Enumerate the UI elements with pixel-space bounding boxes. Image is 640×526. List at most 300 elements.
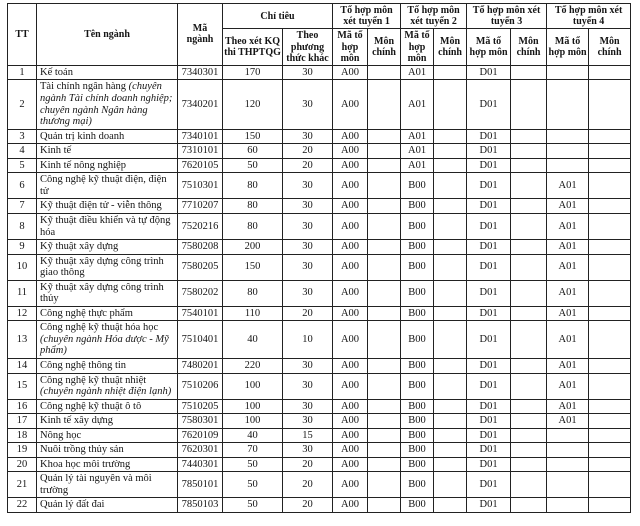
combo-4-code-value: A01 [547,358,589,373]
combo-2-main-value [434,358,467,373]
table-row [8,173,631,199]
major-code: 7620105 [178,158,223,173]
combo-2-main-value [434,158,467,173]
quota-other-value: 20 [283,498,333,513]
combo-2-main-value [434,472,467,498]
major-code: 7510401 [178,321,223,359]
quota-other-value: 20 [283,144,333,159]
quota-exam-value: 70 [223,443,283,458]
quota-other-value: 30 [283,240,333,255]
combo-2-code-value: B00 [401,457,434,472]
combo-2-code-value: B00 [401,213,434,239]
major-code: 7520216 [178,213,223,239]
quota-exam-value: 40 [223,428,283,443]
combo-2-code-value: B00 [401,280,434,306]
combo-4-main-value [589,173,631,199]
quota-exam-value: 50 [223,498,283,513]
header-combo-group-2: Tổ hợp môn xét tuyển 2 [401,4,467,29]
combo-1-code-value: A00 [333,498,368,513]
header-combo-group-3: Tổ hợp môn xét tuyển 3 [467,4,547,29]
major-name-text: Kỹ thuật xây dựng công trình thủy [40,281,164,305]
table-body [8,65,631,512]
combo-3-code-value: D01 [467,240,511,255]
combo-4-code-value: A01 [547,240,589,255]
major-name [37,443,178,458]
table-row [8,199,631,214]
combo-3-main-value [511,80,547,129]
major-name [37,65,178,80]
major-code: 7580205 [178,254,223,280]
quota-exam-value: 100 [223,399,283,414]
quota-other-value: 30 [283,213,333,239]
header-combo-1-code: Mã tổ hợp môn [333,29,368,66]
combo-4-main-value [589,414,631,429]
combo-2-code-value: B00 [401,498,434,513]
combo-4-code-value [547,129,589,144]
major-name-text: Kỹ thuật xây dựng [40,241,119,253]
quota-other-value: 20 [283,472,333,498]
major-name-text: Kinh tế [40,145,72,157]
major-name-text: Kỹ thuật điện tử - viễn thông [40,200,162,212]
major-name-text: Kỹ thuật xây dựng công trình giao thông [40,255,164,279]
quota-other-value: 30 [283,254,333,280]
quota-exam-value: 50 [223,472,283,498]
major-name-text: Công nghệ kỹ thuật nhiệt [40,374,147,386]
combo-3-code-value: D01 [467,199,511,214]
major-name-text: Nông học [40,429,82,441]
combo-4-code-value: A01 [547,199,589,214]
major-code: 7850101 [178,472,223,498]
combo-3-main-value [511,472,547,498]
header-tt: TT [8,4,37,66]
combo-1-code-value: A00 [333,173,368,199]
table-row [8,428,631,443]
major-name-text: Công nghệ kỹ thuật ô tô [40,400,142,412]
combo-3-main-value [511,399,547,414]
combo-1-code-value: A00 [333,280,368,306]
combo-2-code-value: B00 [401,321,434,359]
major-code: 7540101 [178,306,223,321]
combo-2-code-value: B00 [401,240,434,255]
combo-3-main-value [511,280,547,306]
combo-4-code-value: A01 [547,306,589,321]
quota-other-value: 30 [283,129,333,144]
combo-3-main-value [511,358,547,373]
header-combo-4-code: Mã tổ hợp môn [547,29,589,66]
combo-4-code-value: A01 [547,414,589,429]
quota-exam-value: 80 [223,173,283,199]
major-code: 7620109 [178,428,223,443]
combo-3-main-value [511,498,547,513]
combo-1-code-value: A00 [333,199,368,214]
combo-1-main-value [368,129,401,144]
quota-other-value: 30 [283,399,333,414]
major-name-text: Quản lý tài nguyên và môi trường [40,473,152,496]
combo-2-code-value: B00 [401,199,434,214]
combo-3-code-value: D01 [467,158,511,173]
combo-3-code-value: D01 [467,321,511,359]
row-number: 1 [8,65,37,80]
table-row [8,472,631,498]
combo-1-main-value [368,213,401,239]
quota-other-value: 30 [283,373,333,399]
combo-3-code-value: D01 [467,306,511,321]
combo-2-code-value: A01 [401,158,434,173]
combo-1-code-value: A00 [333,428,368,443]
combo-3-main-value [511,158,547,173]
row-number: 15 [8,373,37,399]
major-name [37,373,178,399]
combo-1-code-value: A00 [333,254,368,280]
row-number: 8 [8,213,37,239]
quota-exam-value: 60 [223,144,283,159]
combo-2-main-value [434,457,467,472]
combo-2-code-value: B00 [401,254,434,280]
combo-1-code-value: A00 [333,240,368,255]
combo-2-code-value: B00 [401,472,434,498]
combo-1-code-value: A00 [333,457,368,472]
combo-3-main-value [511,443,547,458]
combo-4-code-value [547,457,589,472]
row-number: 19 [8,443,37,458]
major-code: 7620301 [178,443,223,458]
major-name [37,414,178,429]
quota-exam-value: 80 [223,280,283,306]
header-combo-group-4: Tổ hợp môn xét tuyển 4 [547,4,631,29]
combo-3-code-value: D01 [467,373,511,399]
combo-1-main-value [368,173,401,199]
combo-4-code-value [547,144,589,159]
quota-exam-value: 170 [223,65,283,80]
major-name-text: Quản lý đất đai [40,499,105,511]
row-number: 2 [8,80,37,129]
combo-3-code-value: D01 [467,144,511,159]
major-code: 7340301 [178,65,223,80]
header-chi-tieu: Chỉ tiêu [223,4,333,29]
major-name [37,158,178,173]
quota-other-value: 15 [283,428,333,443]
combo-1-main-value [368,80,401,129]
header-combo-1-main: Môn chính [368,29,401,66]
table-row [8,358,631,373]
combo-1-main-value [368,144,401,159]
quota-other-value: 30 [283,443,333,458]
major-name [37,80,178,129]
combo-2-main-value [434,80,467,129]
combo-3-main-value [511,254,547,280]
major-code: 7480201 [178,358,223,373]
major-name [37,129,178,144]
table-row [8,498,631,513]
combo-3-code-value: D01 [467,457,511,472]
combo-4-code-value: A01 [547,280,589,306]
row-number: 10 [8,254,37,280]
major-code: 7580208 [178,240,223,255]
combo-4-main-value [589,199,631,214]
table-row [8,80,631,129]
combo-2-main-value [434,144,467,159]
table-row [8,240,631,255]
major-code: 7440301 [178,457,223,472]
combo-2-main-value [434,240,467,255]
row-number: 18 [8,428,37,443]
table-row [8,213,631,239]
combo-2-main-value [434,414,467,429]
row-number: 5 [8,158,37,173]
major-name [37,399,178,414]
combo-2-main-value [434,443,467,458]
combo-2-code-value: A01 [401,80,434,129]
combo-3-main-value [511,129,547,144]
combo-3-code-value: D01 [467,498,511,513]
header-group-row [8,4,631,29]
combo-4-main-value [589,144,631,159]
major-name-text: Công nghệ thông tin [40,359,127,371]
combo-2-code-value: B00 [401,414,434,429]
combo-4-main-value [589,213,631,239]
major-name-note: (chuyên ngành Tài chính doanh nghiệp; chuyên ngành Ngân hàng thương mại) [40,81,173,128]
table-row [8,254,631,280]
combo-4-main-value [589,158,631,173]
quota-other-value: 30 [283,80,333,129]
combo-2-main-value [434,280,467,306]
major-name [37,498,178,513]
row-number: 11 [8,280,37,306]
combo-4-main-value [589,65,631,80]
combo-4-main-value [589,240,631,255]
combo-4-code-value: A01 [547,399,589,414]
combo-1-main-value [368,399,401,414]
table-row [8,306,631,321]
combo-4-main-value [589,498,631,513]
major-name [37,472,178,498]
combo-2-main-value [434,373,467,399]
row-number: 13 [8,321,37,359]
combo-4-code-value [547,65,589,80]
quota-exam-value: 50 [223,158,283,173]
combo-1-code-value: A00 [333,414,368,429]
combo-1-main-value [368,498,401,513]
combo-3-code-value: D01 [467,414,511,429]
combo-2-main-value [434,321,467,359]
quota-other-value: 30 [283,65,333,80]
combo-3-main-value [511,457,547,472]
header-combo-group-1: Tổ hợp môn xét tuyển 1 [333,4,401,29]
combo-3-main-value [511,321,547,359]
quota-other-value: 30 [283,199,333,214]
major-code: 7510301 [178,173,223,199]
table-row [8,280,631,306]
combo-2-code-value: B00 [401,399,434,414]
major-name [37,173,178,199]
major-name-text: Kinh tế xây dựng [40,415,114,427]
row-number: 3 [8,129,37,144]
combo-3-code-value: D01 [467,65,511,80]
row-number: 21 [8,472,37,498]
combo-4-code-value [547,80,589,129]
combo-4-code-value: A01 [547,321,589,359]
quota-other-value: 10 [283,321,333,359]
header-combo-3-main: Môn chính [511,29,547,66]
combo-1-code-value: A00 [333,213,368,239]
combo-3-main-value [511,144,547,159]
table-row [8,443,631,458]
quota-other-value: 20 [283,158,333,173]
combo-1-code-value: A00 [333,399,368,414]
combo-3-code-value: D01 [467,472,511,498]
major-code: 7510206 [178,373,223,399]
quota-exam-value: 100 [223,373,283,399]
combo-3-code-value: D01 [467,80,511,129]
quota-exam-value: 100 [223,414,283,429]
combo-1-code-value: A00 [333,472,368,498]
combo-4-code-value: A01 [547,213,589,239]
combo-4-code-value [547,498,589,513]
combo-1-code-value: A00 [333,443,368,458]
combo-2-code-value: B00 [401,443,434,458]
table-row [8,129,631,144]
major-code: 7510205 [178,399,223,414]
combo-1-main-value [368,414,401,429]
quota-other-value: 30 [283,280,333,306]
combo-2-code-value: B00 [401,173,434,199]
combo-3-code-value: D01 [467,399,511,414]
combo-1-code-value: A00 [333,144,368,159]
table-row [8,144,631,159]
combo-4-main-value [589,306,631,321]
combo-1-main-value [368,443,401,458]
header-combo-4-main: Môn chính [589,29,631,66]
combo-2-main-value [434,213,467,239]
combo-2-main-value [434,306,467,321]
combo-3-code-value: D01 [467,358,511,373]
combo-3-code-value: D01 [467,254,511,280]
combo-2-code-value: A01 [401,65,434,80]
combo-4-main-value [589,373,631,399]
quota-exam-value: 150 [223,254,283,280]
combo-4-main-value [589,321,631,359]
combo-3-main-value [511,306,547,321]
table-row [8,158,631,173]
combo-4-main-value [589,428,631,443]
combo-1-main-value [368,358,401,373]
combo-2-code-value: B00 [401,428,434,443]
combo-1-code-value: A00 [333,306,368,321]
quota-exam-value: 220 [223,358,283,373]
header-combo-2-main: Môn chính [434,29,467,66]
header-combo-2-code: Mã tổ hợp môn [401,29,434,66]
major-code: 7580301 [178,414,223,429]
combo-4-main-value [589,443,631,458]
major-name [37,280,178,306]
major-name-text: Khoa học môi trường [40,458,131,470]
combo-1-main-value [368,428,401,443]
table-row [8,399,631,414]
quota-other-value: 20 [283,457,333,472]
combo-1-main-value [368,306,401,321]
header-quota-other: Theo phương thức khác [283,29,333,66]
major-code: 7310101 [178,144,223,159]
combo-3-main-value [511,213,547,239]
combo-3-main-value [511,414,547,429]
row-number: 12 [8,306,37,321]
combo-2-code-value: A01 [401,129,434,144]
header-ten-nganh: Tên ngành [37,4,178,66]
combo-4-code-value: A01 [547,373,589,399]
quota-other-value: 30 [283,173,333,199]
major-name-note: (chuyên ngành nhiệt điện lạnh) [40,386,172,398]
table-header [8,4,631,66]
major-name-text: Công nghệ kỹ thuật hóa học [40,322,159,334]
combo-4-main-value [589,457,631,472]
major-name [37,254,178,280]
row-number: 17 [8,414,37,429]
major-name-text: Kỹ thuật điều khiển và tự động hóa [40,214,171,238]
combo-3-code-value: D01 [467,213,511,239]
major-name [37,428,178,443]
admissions-quota-table [7,3,631,513]
combo-4-main-value [589,80,631,129]
major-name [37,306,178,321]
combo-2-main-value [434,129,467,144]
combo-1-main-value [368,457,401,472]
quota-exam-value: 200 [223,240,283,255]
combo-1-code-value: A00 [333,129,368,144]
combo-1-main-value [368,199,401,214]
quota-other-value: 20 [283,306,333,321]
major-name-text: Quản trị kinh doanh [40,130,125,142]
combo-2-main-value [434,199,467,214]
combo-2-main-value [434,498,467,513]
quota-exam-value: 50 [223,457,283,472]
quota-exam-value: 80 [223,199,283,214]
header-ma-nganh: Mã ngành [178,4,223,66]
major-name [37,213,178,239]
combo-1-code-value: A00 [333,158,368,173]
row-number: 9 [8,240,37,255]
major-name-text: Kế toán [40,66,73,78]
combo-2-main-value [434,173,467,199]
row-number: 20 [8,457,37,472]
table-row [8,457,631,472]
combo-3-code-value: D01 [467,443,511,458]
combo-1-code-value: A00 [333,358,368,373]
combo-3-code-value: D01 [467,280,511,306]
row-number: 4 [8,144,37,159]
major-code: 7850103 [178,498,223,513]
quota-other-value: 30 [283,358,333,373]
combo-3-code-value: D01 [467,129,511,144]
combo-1-code-value: A00 [333,321,368,359]
combo-4-code-value: A01 [547,173,589,199]
combo-1-code-value: A00 [333,80,368,129]
combo-2-code-value: A01 [401,144,434,159]
major-name [37,321,178,359]
combo-1-main-value [368,280,401,306]
combo-4-main-value [589,280,631,306]
combo-1-main-value [368,254,401,280]
table-row [8,373,631,399]
combo-1-main-value [368,321,401,359]
table-row [8,65,631,80]
row-number: 22 [8,498,37,513]
combo-3-main-value [511,199,547,214]
combo-3-main-value [511,428,547,443]
combo-1-main-value [368,158,401,173]
major-name [37,358,178,373]
quota-exam-value: 40 [223,321,283,359]
combo-1-main-value [368,472,401,498]
